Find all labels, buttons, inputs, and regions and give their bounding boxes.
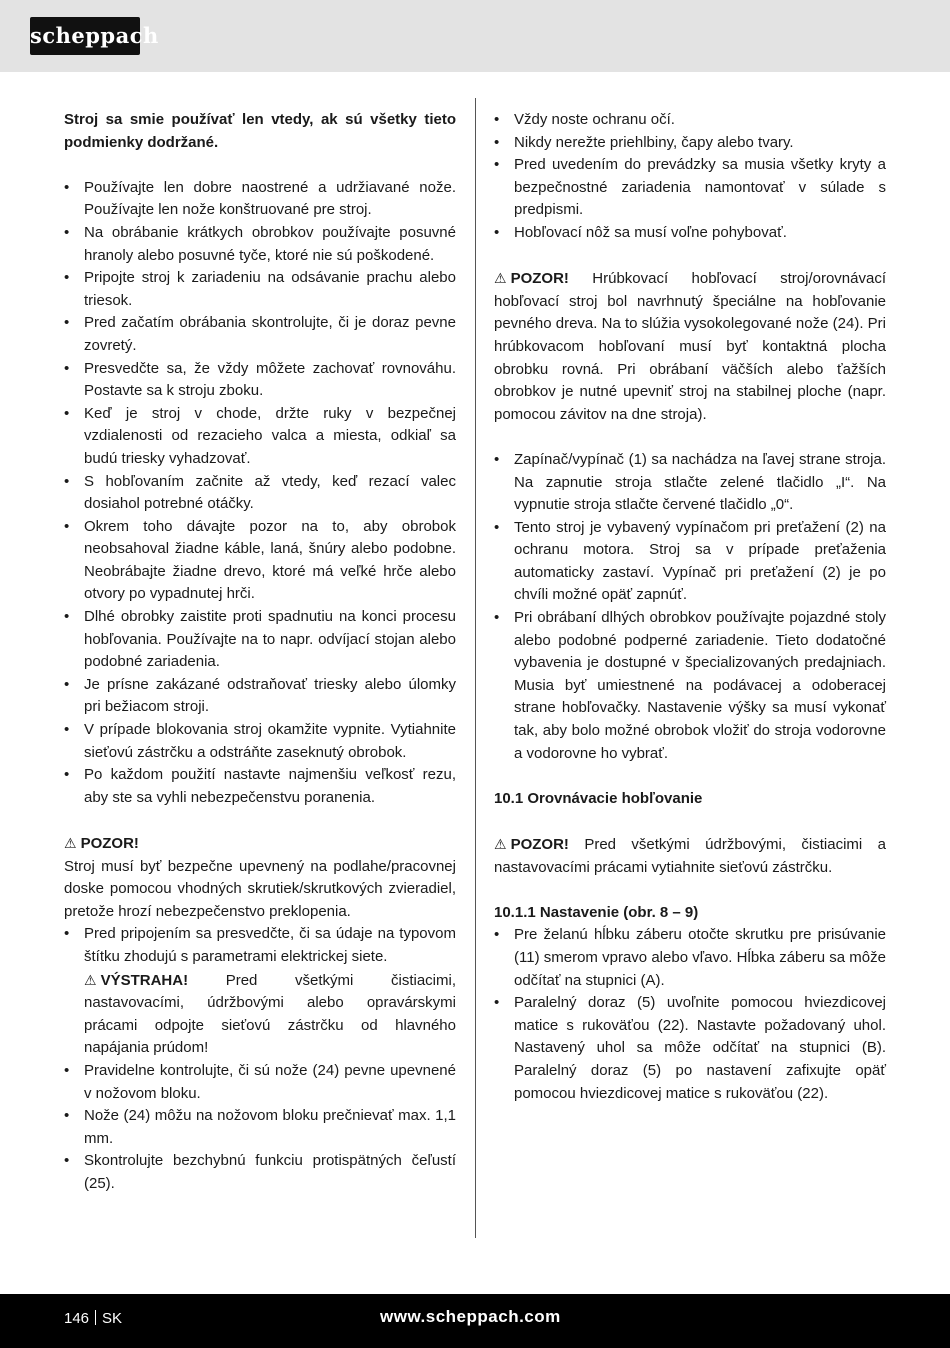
- vystraha-label: VÝSTRAHA!: [100, 971, 189, 989]
- language-code: SK: [102, 1310, 123, 1327]
- general-bullet-list: [494, 109, 886, 245]
- list-item: • Vždy noste ochranu očí.: [494, 109, 886, 132]
- list-item: • Pred začatím obrábania skontrolujte, či je doraz pevne zovretý.: [64, 312, 456, 357]
- pozor-heading: ⚠ POZOR!: [64, 832, 456, 856]
- list-item: • Používajte len dobre naostrené a udržiavané nože. Používajte len nože konštruované pre stroj.: [64, 177, 456, 222]
- list-item: • Zapínač/vypínač (1) sa nachádza na ľavej strane stroja. Na zapnutie stroja stlačte zelené tlačidlo „I“. Na vypnutie stroja stlačte červené tlačidlo „0“.: [494, 449, 886, 517]
- intro-text: Stroj sa smie používať len vtedy, ak sú všetky tieto podmienky dodržané.: [64, 111, 456, 151]
- vystraha-text: Pred všetkými čistiacimi, nastavovacími, údržbovými alebo opravárskymi prácami odpojte sieťovú zástrčku od hlavného napájania prúdom!: [84, 971, 457, 1057]
- column-divider: [475, 98, 476, 1238]
- scheppach-logo: scheppach: [30, 17, 140, 55]
- connection-bullet-list: [64, 923, 456, 1195]
- list-item: • Pri obrábaní dlhých obrobkov používajte pojazdné stoly alebo podobné podperné zariadenie. Tieto dodatočné vybavenia je dostupné v špecializovaných predajniach. Musia byť umiestnené na podávacej a odoberacej strane hobľovačky. Nastavenie výšky sa musí vykonať tak, aby bolo možné obrobok vložiť do stroja vodorovne a vodorovne ho vybrať.: [494, 607, 886, 765]
- list-item: • Pred uvedením do prevádzky sa musia všetky kryty a bezpečnostné zariadenia namontovať v súlade s predpismi.: [494, 154, 886, 222]
- warning-triangle-icon: ⚠: [84, 971, 97, 988]
- list-item: • Na obrábanie krátkych obrobkov používajte posuvné hranoly alebo posuvné tyče, ktoré nie sú poškodené.: [64, 222, 456, 267]
- list-item: • Pripojte stroj k zariadeniu na odsávanie prachu alebo triesok.: [64, 267, 456, 312]
- page-footer: [0, 1294, 950, 1348]
- list-item: • Po každom použití nastavte najmenšiu veľkosť rezu, aby ste sa vyhli nebezpečenstvu poranenia.: [64, 764, 456, 809]
- list-item: • Nikdy nerežte priehlbiny, čapy alebo tvary.: [494, 132, 886, 155]
- section-heading: 10.1 Orovnávacie hobľovanie: [494, 789, 703, 807]
- setting-bullet-list: [494, 924, 886, 1105]
- list-item: • Tento stroj je vybavený vypínačom pri preťažení (2) na ochranu motora. Stroj sa v prípade preťaženia automaticky zastaví. Vypínač pri preťažení (2) je po chvíli možné opäť zapnúť.: [494, 517, 886, 607]
- list-item: • Pravidelne kontrolujte, či sú nože (24) pevne upevnené v nožovom bloku.: [64, 1060, 456, 1105]
- pozor-paragraph: ⚠ POZOR! Pred všetkými údržbovými, čistiacimi a nastavovacími prácami vytiahnite sieťovú zástrčku.: [494, 833, 886, 879]
- page-header: [0, 0, 950, 72]
- page-number: 146 SK: [64, 1310, 123, 1327]
- warning-triangle-icon: ⚠: [494, 270, 507, 287]
- list-item: • Keď je stroj v chode, držte ruky v bezpečnej vzdialenosti od rezacieho valca a miesta, odkiaľ sa budú triesky vyhadzovať.: [64, 403, 456, 471]
- page-separator: [95, 1310, 96, 1325]
- pozor-text: Stroj musí byť bezpečne upevnený na podlahe/pracovnej doske pomocou vhodných skrutiek/skrutkových zvieradiel, pretože hrozí nebezpečenstvo preklopenia.: [64, 857, 456, 920]
- list-item: • Hobľovací nôž sa musí voľne pohybovať.: [494, 222, 886, 245]
- safety-bullet-list: [64, 177, 456, 810]
- list-item: • Je prísne zakázané odstraňovať triesky alebo úlomky pri bežiacom stroji.: [64, 674, 456, 719]
- right-column: [494, 109, 886, 1105]
- pozor-paragraph: ⚠ POZOR! Hrúbkovací hobľovací stroj/orovnávací hobľovací stroj bol navrhnutý špeciálne na hobľovanie pevného dreva. Na to slúžia vysokolegované nože (24). Pri hrúbkovacom hobľovaní musí byť kontaktná plocha obrobku rovná. Pri obrábaní väčších alebo ťažších obrobkov je nutné upevniť stroj na stabilnej ploche (napr. pomocou závitov na dne stroja).: [494, 267, 886, 426]
- list-item: • S hobľovaním začnite až vtedy, keď rezací valec dosiahol potrebné otáčky.: [64, 471, 456, 516]
- list-item: • Presvedčte sa, že vždy môžete zachovať rovnováhu. Postavte sa k stroju zboku.: [64, 358, 456, 403]
- list-item: • V prípade blokovania stroj okamžite vypnite. Vytiahnite sieťovú zástrčku a odstráňte zaseknutý obrobok.: [64, 719, 456, 764]
- warning-triangle-icon: ⚠: [494, 836, 507, 852]
- list-item: • Pre želanú hĺbku záberu otočte skrutku pre prisúvanie (11) smerom vpravo alebo vľavo. Hĺbka záberu sa môže odčítať na stupnici (A).: [494, 924, 886, 992]
- switch-bullet-list: [494, 449, 886, 765]
- list-item: • Skontrolujte bezchybnú funkciu protispätných čeľustí (25).: [64, 1150, 456, 1195]
- list-item: • Nože (24) môžu na nožovom bloku prečnievať max. 1,1 mm.: [64, 1105, 456, 1150]
- subsection-heading: 10.1.1 Nastavenie (obr. 8 – 9): [494, 903, 699, 921]
- website-url: www.scheppach.com: [380, 1307, 561, 1326]
- list-item: • Paralelný doraz (5) uvoľnite pomocou hviezdicovej matice s rukoväťou (22). Nastavte požadovaný uhol. Nastavený uhol sa môže odčítať na stupnici (B). Paralelný doraz (5) po nastavení zafixujte opäť pomocou hviezdicovej matice s rukoväťou (22).: [494, 992, 886, 1105]
- list-item: • Pred pripojením sa presvedčte, či sa údaje na typovom štítku zhodujú s parametrami elektrickej siete. ⚠ VÝSTRAHA! Pred všetkými čistiacimi, nastavovacími, údržbovými alebo opravárskymi prácami odpojte sieťovú zástrčku od hlavného napájania prúdom!: [64, 923, 456, 1060]
- list-item: • Dlhé obrobky zaistite proti spadnutiu na konci procesu hobľovania. Používajte na to napr. odvíjací stojan alebo podobné zariadenia.: [64, 606, 456, 674]
- left-column: [64, 109, 456, 1196]
- list-item: • Okrem toho dávajte pozor na to, aby obrobok neobsahoval žiadne káble, laná, šnúry alebo podobne. Neobrábajte žiadne drevo, ktoré má veľké hrče alebo otvory po vypadnutej hrči.: [64, 516, 456, 606]
- warning-triangle-icon: ⚠: [64, 835, 77, 851]
